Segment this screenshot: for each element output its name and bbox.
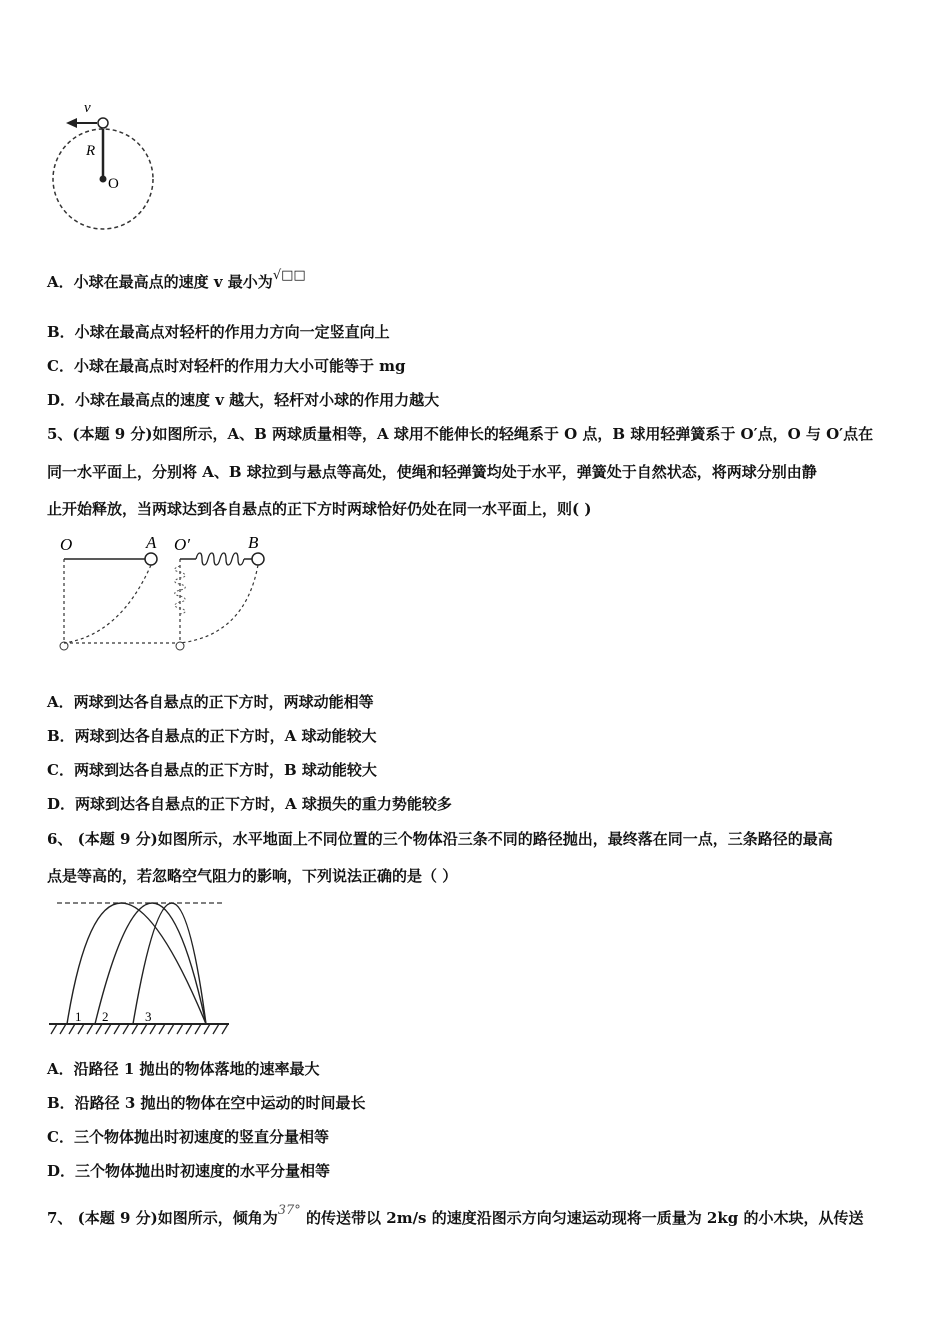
- q5-stem-line3: 止开始释放，当两球达到各自悬点的正下方时两球恰好仍处在同一水平面上，则( ): [47, 500, 592, 518]
- q5-option-c: C．两球到达各自悬点的正下方时，B 球动能较大: [47, 761, 377, 779]
- q4-option-c: C．小球在最高点时对轻杆的作用力大小可能等于 mg: [47, 357, 406, 375]
- pendulum-spring-figure: [50, 530, 280, 658]
- center-label: O: [108, 176, 119, 192]
- radius-label: R: [86, 143, 96, 159]
- q5-option-a: A．两球到达各自悬点的正下方时，两球动能相等: [47, 693, 374, 711]
- q5-option-b: B．两球到达各自悬点的正下方时，A 球动能较大: [47, 727, 377, 745]
- q5-option-d: D．两球到达各自悬点的正下方时，A 球损失的重力势能较多: [47, 795, 452, 813]
- q4-option-a: A．小球在最高点的速度 v 最小为√□□: [47, 268, 306, 291]
- q7-stem-line1: 7、 (本题 9 分)如图所示，倾角为37° 的传送带以 2m/s 的速度沿图示方向匀速运动现将一质量为 2kg 的小木块，从传送: [47, 1203, 864, 1227]
- q6-option-d: D．三个物体抛出时初速度的水平分量相等: [47, 1162, 331, 1180]
- velocity-label: v: [84, 100, 91, 116]
- circle-rod-figure: [50, 92, 165, 240]
- path-2-label: 2: [102, 1009, 109, 1024]
- point-o-label: O: [60, 535, 73, 554]
- path-1-label: 1: [75, 1009, 82, 1024]
- q6-option-c: C．三个物体抛出时初速度的竖直分量相等: [47, 1128, 329, 1146]
- q4-option-b: B．小球在最高点对轻杆的作用力方向一定竖直向上: [47, 323, 390, 341]
- q6-stem-line1: 6、 (本题 9 分)如图所示，水平地面上不同位置的三个物体沿三条不同的路径抛出，最终落在同一点，三条路径的最高: [47, 830, 833, 848]
- q4-option-d: D．小球在最高点的速度 v 越大，轻杆对小球的作用力越大: [47, 391, 440, 409]
- projectile-paths-figure: [45, 896, 235, 1038]
- q6-stem-line2: 点是等高的，若忽略空气阻力的影响，下列说法正确的是（ ）: [47, 867, 458, 885]
- q5-stem-line1: 5、(本题 9 分)如图所示，A、B 两球质量相等，A 球用不能伸长的轻绳系于 O 点，B 球用轻弹簧系于 O′点，O 与 O′点在: [47, 425, 874, 443]
- point-o-prime-label: O′: [174, 535, 190, 554]
- ball-a-label: A: [146, 533, 157, 552]
- path-3-label: 3: [145, 1009, 152, 1024]
- q6-option-a: A．沿路径 1 抛出的物体落地的速率最大: [47, 1060, 320, 1078]
- q5-stem-line2: 同一水平面上，分别将 A、B 球拉到与悬点等高处，使绳和轻弹簧均处于水平，弹簧处于自然状态，将两球分别由静: [47, 463, 817, 481]
- sqrt-expression: √□□: [272, 268, 306, 283]
- q6-option-b: B．沿路径 3 抛出的物体在空中运动的时间最长: [47, 1094, 366, 1112]
- ball-b-label: B: [248, 533, 259, 552]
- angle-label: 37°: [277, 1203, 301, 1218]
